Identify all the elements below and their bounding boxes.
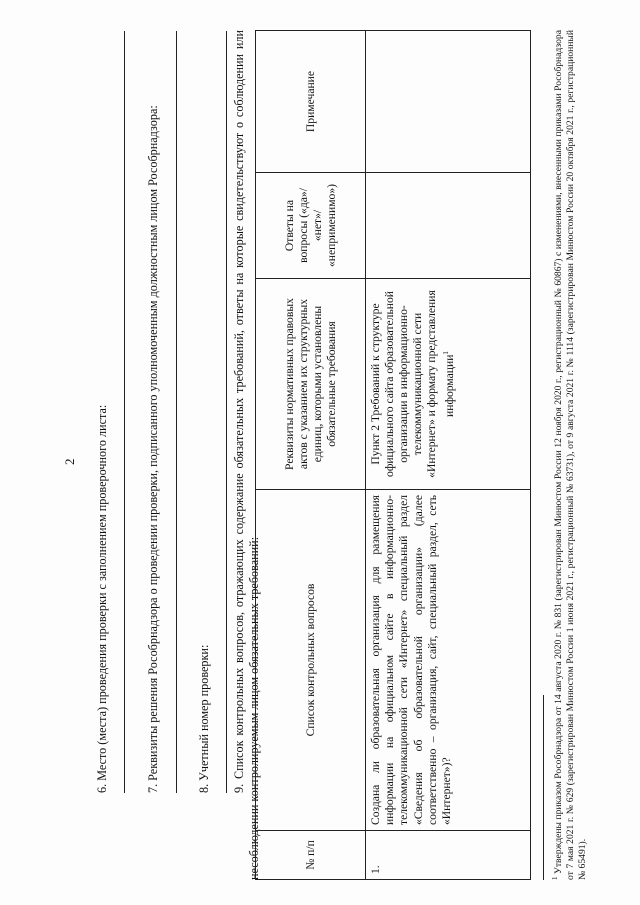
header-questions: Список контрольных вопросов — [256, 490, 366, 831]
row-note[interactable] — [366, 31, 531, 173]
header-answers: Ответы на вопросы («да»/ «нет»/ «неприменимо») — [256, 173, 366, 279]
item-6-place: 6. Место (места) проведения проверки с заполнением проверочного листа: — [95, 404, 109, 793]
item-6-fill-line — [124, 31, 125, 793]
item-7-decision: 7. Реквизиты решения Рособрнадзора о проведении проверки, подписанного уполномоченным должностным лицом Рособрнадзора: — [146, 105, 160, 793]
footnote-separator — [543, 695, 544, 880]
row-requisite — [366, 279, 531, 490]
row-num: 1. — [366, 831, 531, 880]
page-number: 2 — [62, 458, 77, 465]
item-8-fill-line — [226, 31, 227, 793]
header-num: № п/п — [256, 831, 366, 880]
footnote — [549, 30, 589, 880]
table-header-row — [256, 31, 366, 880]
row-requisite-text: Пункт 2 Требований к структуре официального сайта образовательной организации в информационно-телекоммуникационной сети «Интернет» и формату представления информации — [369, 290, 456, 478]
checklist-table — [255, 30, 531, 880]
header-requisites: Реквизиты нормативных правовых актов с указанием их структурных единиц, которыми установлены обязательные требования — [256, 279, 366, 490]
item-7-fill-line — [176, 31, 177, 793]
table-row — [366, 31, 531, 880]
item-8-number: 8. Учетный номер проверки: — [197, 644, 211, 793]
requisite-footnote-mark: 1 — [442, 351, 450, 355]
item-9-checklist-intro: 9. Список контрольных вопросов, отражающих содержание обязательных требований, ответы на которые свидетельствуют о соблюдении или несоблюдении контролируемым лицом обязательных требований: — [232, 30, 261, 880]
footnote-mark: 1 — [551, 876, 559, 880]
header-note: Примечание — [256, 31, 366, 173]
row-question: Создана ли образовательная организация для размещения информации на официальном сайте в информационно-телекоммуникационной сети «Интернет» специальный раздел «Сведения об образовательной организации» (далее соответственно – организация, сайт, специальный раздел, сеть «Интернет»)? — [366, 490, 531, 831]
footnote-text: Утверждены приказом Рособрнадзора от 14 августа 2020 г. № 831 (зарегистрирован Минюстом России 12 ноября 2020 г., регистрационный № 60867) с изменениями, внесенными приказами Рособрнадзора от 7 мая 2021 г. № 629 (зарегистрирован Минюстом России 1 июня 2021 г., регистрационный № 63731), от 9 августа 2021 г. № 1114 (зарегистрирован Минюстом России 20 октября 2021 г., регистрационный № 65491). — [553, 30, 589, 880]
row-answer[interactable] — [366, 173, 531, 279]
